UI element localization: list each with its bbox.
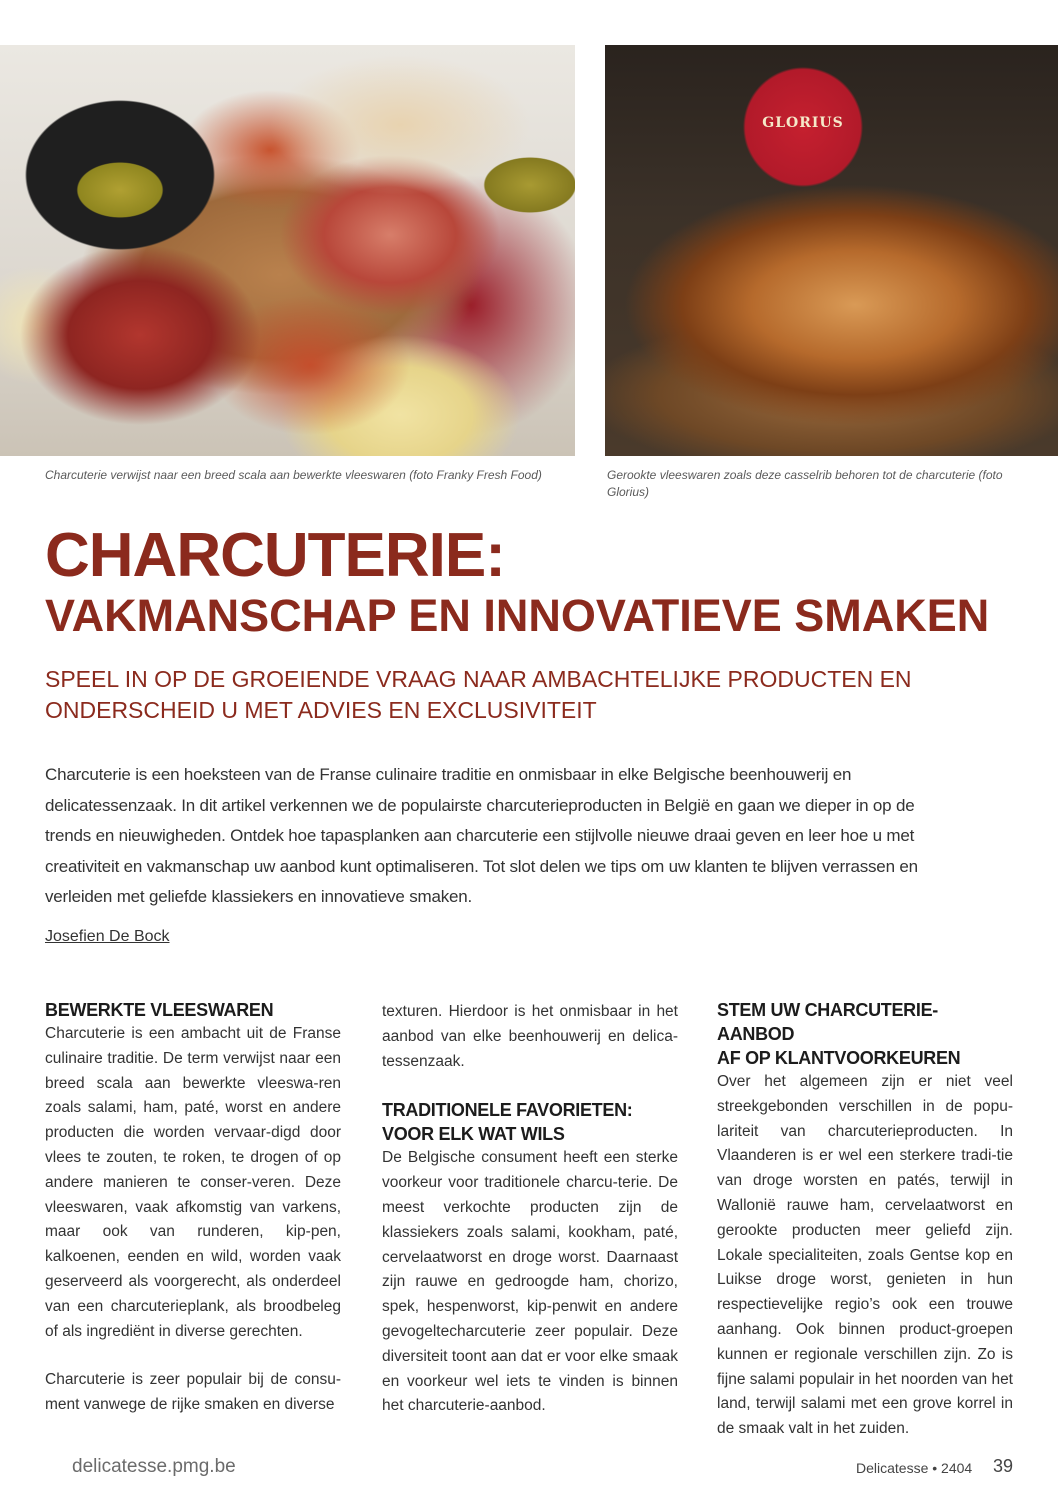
section-heading-line: VOOR ELK WAT WILS [382, 1124, 565, 1145]
article-author: Josefien De Bock [45, 928, 170, 945]
footer-website-link[interactable]: delicatesse.pmg.be [72, 1456, 236, 1477]
body-paragraph: texturen. Hierdoor is het onmisbaar in het aanbod van elke beenhouwerij en delica-tessenzaak. [382, 1003, 678, 1070]
body-paragraph: De Belgische consument heeft een sterke voorkeur voor traditionele charcu-terie. De meest verkochte producten zijn de klassiekers zoals salami, kookham, paté, cervelaatworst en droge worst. Daarnaast zijn rauwe en gedroogde ham, chorizo, spek, hespenworst, kip-penwit en andere gevogeltecharcuterie zeer populair. Deze diversiteit toont aan dat er voor elke smaak en voorkeur wel iets te vinden is binnen het charcuterie-aanbod. [382, 1149, 678, 1415]
section-heading-line: AF OP KLANTVOORKEUREN [717, 1048, 961, 1068]
column-2 [382, 1000, 678, 1419]
section-heading [717, 998, 1013, 1070]
photo-caption-left: Charcuterie verwijst naar een breed scala aan bewerkte vleeswaren (foto Franky Fresh Food) [45, 468, 542, 482]
article-deck: SPEEL IN OP DE GROEIENDE VRAAG NAAR AMBACHTELIJKE PRODUCTEN EN ONDERSCHEID U MET ADVIES EN EXCLUSIVITEIT [45, 666, 912, 723]
body-paragraph: Charcuterie is een ambacht uit de Franse culinaire traditie. De term verwijst naar een breed scala aan bewerkte vleeswa-ren zoals salami, ham, paté, worst en andere producten die worden vervaar-digd door vlees te zouten, te roken, te drogen of op andere manieren te conser-veren. Deze vleeswaren, vaak afkomstig van varkens, maar ook van runderen, kip-pen, kalkoenen, eenden en wild, worden vaak geserveerd als voorgerecht, als onderdeel van een charcuterieplank, als broodbeleg of als ingrediënt in diverse gerechten. [45, 1025, 341, 1340]
article-title: CHARCUTERIE: [45, 521, 505, 590]
section-heading-line: TRADITIONELE FAVORIETEN: [382, 1100, 633, 1121]
article-subtitle: VAKMANSCHAP EN INNOVATIEVE SMAKEN [45, 590, 990, 641]
body-paragraph: Charcuterie is zeer populair bij de consu-ment vanwege de rijke smaken en diverse [45, 1371, 341, 1414]
body-paragraph: Over het algemeen zijn er niet veel streekgebonden verschillen in de popu-lariteit van charcuterieproducten. In Vlaanderen is er wel een sterkere tradi-tie van droge worsten en patés, terwijl in Wallonië rauwe ham, cervelaatworst en gerookte producten meer geliefd zijn. Lokale specialiteiten, zoals Gentse kop en Luikse droge worst, genieten in hun respectievelijke regio’s ook een trouwe aanhang. Ook binnen product-groepen kunnen er regionale verschillen zijn. Zo is fijne salami populair in het noorden van het land, terwijl salami met een grove korrel in de smaak valt in het zuiden. [717, 1073, 1013, 1438]
charcuterie-board-photo [0, 45, 575, 456]
section-heading [382, 1098, 678, 1146]
photo-caption-right: Gerookte vleeswaren zoals deze casselrib behoren tot de charcuterie (foto Glorius) [607, 468, 1003, 499]
footer-issue-label: Delicatesse • 2404 [856, 1460, 973, 1476]
column-3 [717, 998, 1013, 1442]
page-number: 39 [993, 1456, 1014, 1476]
section-heading: BEWERKTE VLEESWAREN [45, 1000, 274, 1020]
column-1 [45, 998, 341, 1418]
casselrib-photo [605, 45, 1058, 456]
article-intro: Charcuterie is een hoeksteen van de Franse culinaire traditie en onmisbaar in elke Belgische beenhouwerij en delicatessenzaak. In dit artikel verkennen we de populairste charcuterieproducten in België en gaan we dieper in op de trends en nieuwigheden. Ontdek hoe tapasplanken aan charcuterie een stijlvolle nieuwe draai geven en leer hoe u met creativiteit en vakmanschap uw aanbod kunt optimaliseren. Tot slot delen we tips om uw klanten te blijven verrassen en verleiden met geliefde klassiekers en innovatieve smaken. [45, 765, 918, 906]
section-heading-line: STEM UW CHARCUTERIE-AANBOD [717, 1000, 938, 1044]
glorius-logo: GLORIUS [762, 115, 844, 131]
